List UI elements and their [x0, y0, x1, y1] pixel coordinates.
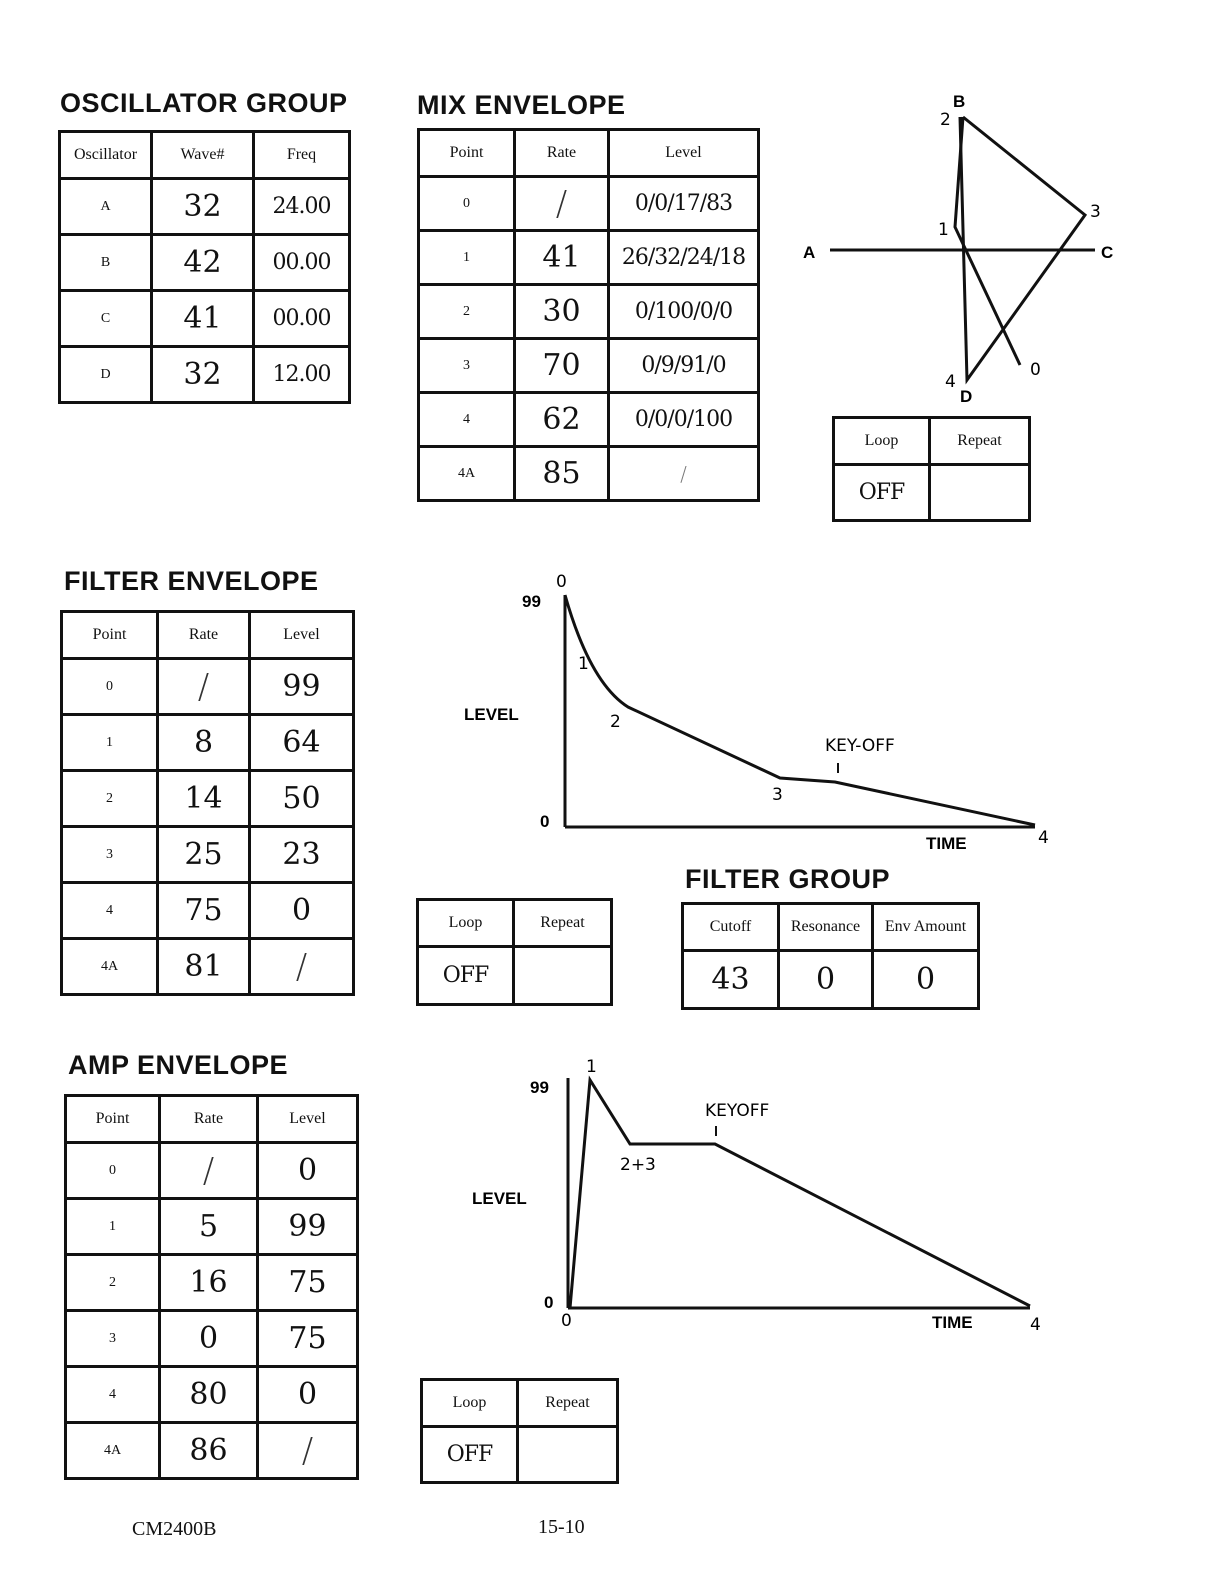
point-label: 2 — [62, 771, 158, 827]
point-label: 4A — [419, 447, 515, 501]
rate-value: 25 — [158, 827, 250, 883]
point-label-3: 3 — [772, 785, 783, 805]
corner-label-c: C — [1101, 243, 1114, 262]
env-amount-header: Env Amount — [873, 904, 979, 951]
level-value: 0 — [250, 883, 354, 939]
wave-header: Wave# — [152, 132, 254, 179]
footer-page-number: 15-10 — [538, 1516, 585, 1538]
freq-value: 00.00 — [254, 235, 350, 291]
point-label: 4 — [62, 883, 158, 939]
wave-value: 41 — [152, 291, 254, 347]
resonance-value: 0 — [779, 951, 873, 1009]
point-header: Point — [419, 130, 515, 177]
y-bottom-label: 0 — [544, 1293, 554, 1312]
rate-value: 8 — [158, 715, 250, 771]
corner-label-a: A — [803, 243, 816, 262]
rate-value: 81 — [158, 939, 250, 995]
point-label: 4A — [62, 939, 158, 995]
point-label: 1 — [419, 231, 515, 285]
rate-value: 86 — [160, 1423, 258, 1479]
filter-loop-repeat-table — [416, 898, 613, 1006]
rate-value: / — [160, 1143, 258, 1199]
rate-value: 70 — [515, 339, 609, 393]
corner-label-d: D — [960, 387, 973, 406]
point-label-4: 4 — [1030, 1315, 1041, 1335]
oscillator-group-title: OSCILLATOR GROUP — [60, 88, 348, 118]
wave-value: 32 — [152, 179, 254, 235]
rate-header: Rate — [515, 130, 609, 177]
env-amount-value: 0 — [873, 951, 979, 1009]
level-value: 50 — [250, 771, 354, 827]
rate-value: 5 — [160, 1199, 258, 1255]
key-off-label: KEYOFF — [705, 1101, 770, 1121]
level-value: 64 — [250, 715, 354, 771]
point-label-3: 3 — [1090, 202, 1101, 222]
loop-header: Loop — [422, 1380, 518, 1427]
level-value: 0 — [258, 1143, 358, 1199]
point-label: 0 — [419, 177, 515, 231]
amp-envelope-graph — [450, 1058, 1070, 1348]
cutoff-value: 43 — [683, 951, 779, 1009]
repeat-header: Repeat — [518, 1380, 618, 1427]
point-label-1: 1 — [578, 654, 589, 674]
rate-value: / — [515, 177, 609, 231]
level-value: / — [250, 939, 354, 995]
level-value: 75 — [258, 1255, 358, 1311]
point-header: Point — [66, 1096, 160, 1143]
point-label-2: 2 — [610, 712, 621, 732]
level-header: Level — [609, 130, 759, 177]
rate-header: Rate — [160, 1096, 258, 1143]
y-top-label: 99 — [522, 592, 541, 611]
filter-group-title: FILTER GROUP — [685, 864, 890, 894]
repeat-value — [930, 465, 1030, 521]
point-label-2: 2 — [940, 110, 951, 130]
level-value: / — [258, 1423, 358, 1479]
level-value: 0/0/0/100 — [609, 393, 759, 447]
mix-envelope-title: MIX ENVELOPE — [417, 90, 626, 120]
repeat-header: Repeat — [930, 418, 1030, 465]
point-label: 3 — [419, 339, 515, 393]
y-axis-label: LEVEL — [464, 705, 519, 724]
level-value: 0 — [258, 1367, 358, 1423]
mix-vector-diagram — [790, 85, 1130, 405]
repeat-value — [518, 1427, 618, 1483]
oscillator-label: D — [60, 347, 152, 403]
freq-value: 00.00 — [254, 291, 350, 347]
point-label: 2 — [66, 1255, 160, 1311]
point-label-0: 0 — [561, 1311, 572, 1331]
oscillator-label: B — [60, 235, 152, 291]
point-label: 0 — [66, 1143, 160, 1199]
level-value: / — [609, 447, 759, 501]
rate-value: 14 — [158, 771, 250, 827]
amp-loop-repeat-table — [420, 1378, 619, 1484]
x-axis-label: TIME — [932, 1313, 973, 1332]
rate-value: 80 — [160, 1367, 258, 1423]
repeat-value — [514, 947, 612, 1005]
point-label: 2 — [419, 285, 515, 339]
freq-header: Freq — [254, 132, 350, 179]
point-label: 1 — [62, 715, 158, 771]
point-label: 4 — [66, 1367, 160, 1423]
rate-value: / — [158, 659, 250, 715]
rate-value: 85 — [515, 447, 609, 501]
rate-value: 62 — [515, 393, 609, 447]
level-header: Level — [250, 612, 354, 659]
wave-value: 32 — [152, 347, 254, 403]
y-bottom-label: 0 — [540, 812, 550, 831]
mix-loop-repeat-table — [832, 416, 1031, 522]
oscillator-header: Oscillator — [60, 132, 152, 179]
level-value: 0/100/0/0 — [609, 285, 759, 339]
point-label-0: 0 — [556, 572, 567, 592]
rate-header: Rate — [158, 612, 250, 659]
amp-envelope-title: AMP ENVELOPE — [68, 1050, 289, 1080]
loop-header: Loop — [418, 900, 514, 947]
loop-header: Loop — [834, 418, 930, 465]
point-label-1: 1 — [586, 1057, 597, 1077]
loop-value: OFF — [834, 465, 930, 521]
y-top-label: 99 — [530, 1078, 549, 1097]
loop-value: OFF — [422, 1427, 518, 1483]
level-value: 0/0/17/83 — [609, 177, 759, 231]
filter-envelope-table — [60, 610, 355, 996]
loop-value: OFF — [418, 947, 514, 1005]
point-label-0: 0 — [1030, 360, 1041, 380]
wave-value: 42 — [152, 235, 254, 291]
freq-value: 12.00 — [254, 347, 350, 403]
point-label-4: 4 — [945, 372, 956, 392]
filter-group-table — [681, 902, 980, 1010]
filter-envelope-graph — [450, 565, 1070, 865]
level-value: 75 — [258, 1311, 358, 1367]
point-label: 3 — [66, 1311, 160, 1367]
point-label-2-3: 2+3 — [620, 1155, 656, 1175]
resonance-header: Resonance — [779, 904, 873, 951]
footer-doc-id: CM2400B — [132, 1518, 217, 1540]
point-label: 4 — [419, 393, 515, 447]
point-label: 0 — [62, 659, 158, 715]
rate-value: 0 — [160, 1311, 258, 1367]
level-header: Level — [258, 1096, 358, 1143]
oscillator-label: C — [60, 291, 152, 347]
x-axis-label: TIME — [926, 834, 967, 853]
point-label-1: 1 — [938, 220, 949, 240]
rate-value: 30 — [515, 285, 609, 339]
filter-envelope-title: FILTER ENVELOPE — [64, 566, 319, 596]
mix-envelope-table — [417, 128, 760, 502]
oscillator-label: A — [60, 179, 152, 235]
point-label: 1 — [66, 1199, 160, 1255]
rate-value: 16 — [160, 1255, 258, 1311]
point-label-4: 4 — [1038, 828, 1049, 848]
oscillator-table — [58, 130, 351, 404]
key-off-label: KEY-OFF — [825, 736, 895, 756]
point-label: 3 — [62, 827, 158, 883]
corner-label-b: B — [953, 92, 966, 111]
level-value: 0/9/91/0 — [609, 339, 759, 393]
level-value: 26/32/24/18 — [609, 231, 759, 285]
cutoff-header: Cutoff — [683, 904, 779, 951]
point-label: 4A — [66, 1423, 160, 1479]
amp-envelope-table — [64, 1094, 359, 1480]
repeat-header: Repeat — [514, 900, 612, 947]
freq-value: 24.00 — [254, 179, 350, 235]
level-value: 23 — [250, 827, 354, 883]
point-header: Point — [62, 612, 158, 659]
level-value: 99 — [250, 659, 354, 715]
rate-value: 75 — [158, 883, 250, 939]
rate-value: 41 — [515, 231, 609, 285]
y-axis-label: LEVEL — [472, 1189, 527, 1208]
level-value: 99 — [258, 1199, 358, 1255]
